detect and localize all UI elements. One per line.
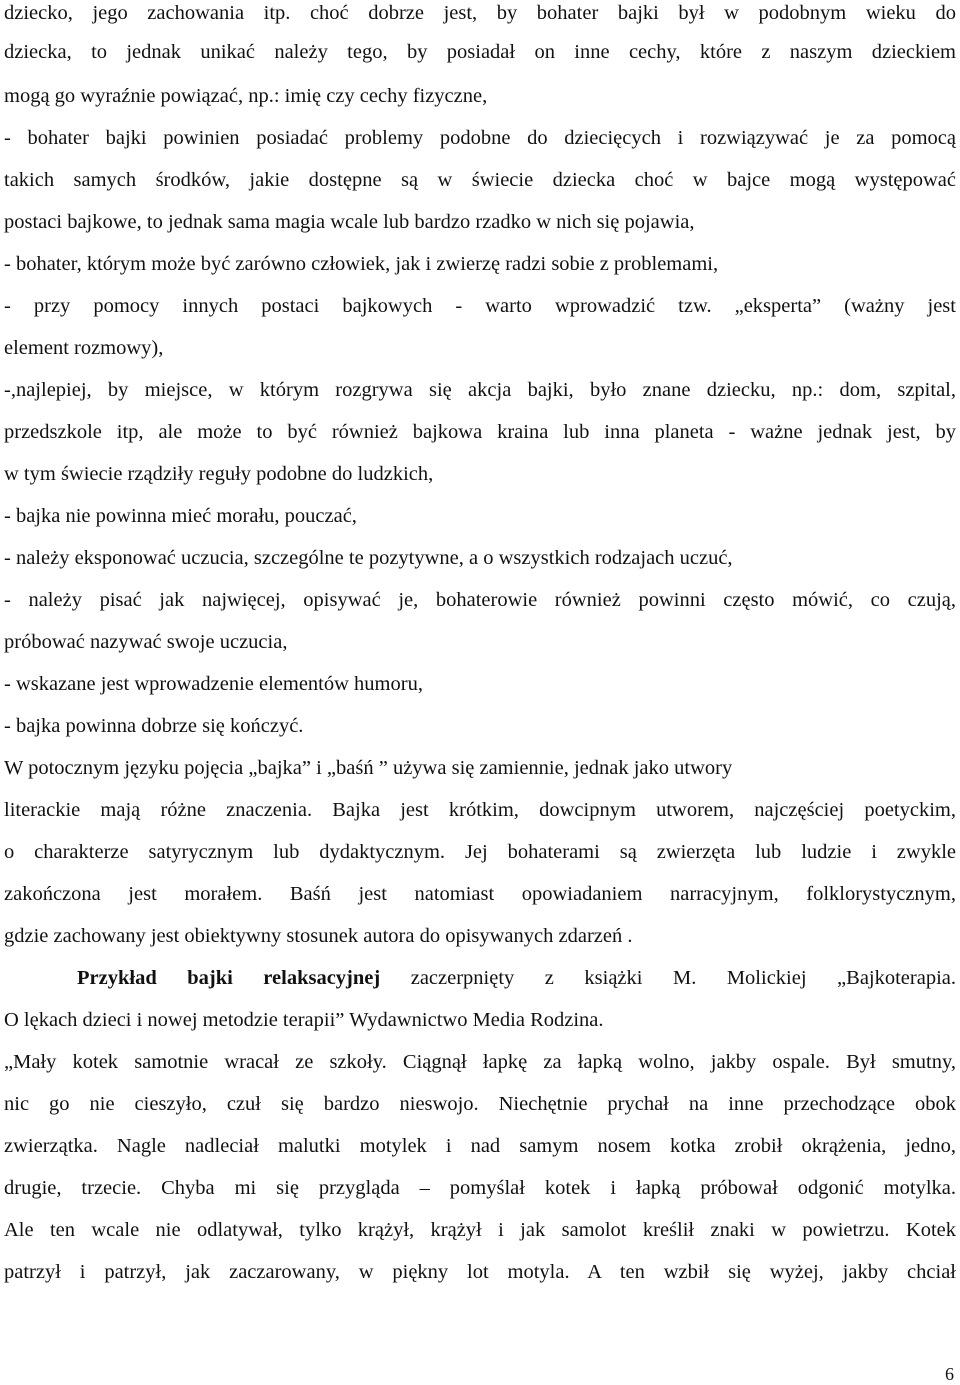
text-line: patrzył i patrzył, jak zaczarowany, w piękny lot motyla. A ten wzbił się wyżej, jakby chciał (4, 1261, 956, 1283)
text-line: takich samych środków, jakie dostępne są w świecie dziecka choć w bajce mogą występować (4, 169, 956, 191)
text-line: dziecka, to jednak unikać należy tego, by posiadał on inne cechy, które z naszym dzieckiem (4, 41, 956, 63)
text-line: W potocznym języku pojęcia „bajka” i „baśń ” używa się zamiennie, jednak jako utwory (4, 757, 733, 779)
text-line: - przy pomocy innych postaci bajkowych - warto wprowadzić tzw. „eksperta” (ważny jest (4, 295, 956, 317)
text-line: zwierzątka. Nagle nadleciał malutki motylek i nad samym nosem kotka zrobił okrążenia, jedno, (4, 1135, 956, 1157)
text-line: - bajka nie powinna mieć morału, pouczać, (4, 505, 357, 527)
example-heading-rest: zaczerpnięty z książki M. Molickiej „Bajkoterapia. (380, 967, 956, 989)
example-heading-bold: Przykład bajki relaksacyjnej (77, 967, 381, 989)
text-line: - bajka powinna dobrze się kończyć. (4, 715, 304, 737)
text-line: - bohater, którym może być zarówno człowiek, jak i zwierzę radzi sobie z problemami, (4, 253, 719, 275)
text-line: „Mały kotek samotnie wracał ze szkoły. Ciągnął łapkę za łapką wolno, jakby ospale. Był smutny, (4, 1051, 956, 1073)
text-line: O lękach dzieci i nowej metodzie terapii” Wydawnictwo Media Rodzina. (4, 1009, 604, 1031)
page-number: 6 (945, 1364, 954, 1384)
text-line: w tym świecie rządziły reguły podobne do ludzkich, (4, 463, 434, 485)
text-line: o charakterze satyrycznym lub dydaktycznym. Jej bohaterami są zwierzęta lub ludzie i zwykle (4, 841, 956, 863)
text-line: postaci bajkowe, to jednak sama magia wcale lub bardzo rzadko w nich się pojawia, (4, 211, 695, 233)
text-line: zakończona jest morałem. Baśń jest natomiast opowiadaniem narracyjnym, folklorystycznym, (4, 883, 956, 905)
text-line: - należy eksponować uczucia, szczególne te pozytywne, a o wszystkich rodzajach uczuć, (4, 547, 733, 569)
text-line: - wskazane jest wprowadzenie elementów humoru, (4, 673, 423, 695)
text-line: nic go nie cieszyło, czuł się bardzo nieswojo. Niechętnie prychał na inne przechodzące obok (4, 1093, 956, 1115)
text-line: dziecko, jego zachowania itp. choć dobrze jest, by bohater bajki był w podobnym wieku do (4, 2, 956, 24)
text-line: - należy pisać jak najwięcej, opisywać je, bohaterowie również powinni często mówić, co czują, (4, 589, 956, 611)
text-line: -,najlepiej, by miejsce, w którym rozgrywa się akcja bajki, było znane dziecku, np.: dom, szpital, (4, 379, 956, 401)
text-line: drugie, trzecie. Chyba mi się przygląda – pomyślał kotek i łapką próbował odgonić motylka. (4, 1177, 956, 1199)
text-line: Ale ten wcale nie odlatywał, tylko krążył, krążył i jak samolot kreślił znaki w powietrzu. Kotek (4, 1219, 956, 1241)
text-line: mogą go wyraźnie powiązać, np.: imię czy cechy fizyczne, (4, 85, 488, 107)
example-heading-line (77, 966, 956, 990)
text-line: gdzie zachowany jest obiektywny stosunek autora do opisywanych zdarzeń . (4, 925, 633, 947)
text-line: - bohater bajki powinien posiadać problemy podobne do dziecięcych i rozwiązywać je za pomocą (4, 127, 956, 149)
text-line: przedszkole itp, ale może to być również bajkowa kraina lub inna planeta - ważne jednak jest, by (4, 421, 956, 443)
text-line: literackie mają różne znaczenia. Bajka jest krótkim, dowcipnym utworem, najczęściej poetyckim, (4, 799, 956, 821)
text-line: próbować nazywać swoje uczucia, (4, 631, 288, 653)
text-line: element rozmowy), (4, 337, 164, 359)
